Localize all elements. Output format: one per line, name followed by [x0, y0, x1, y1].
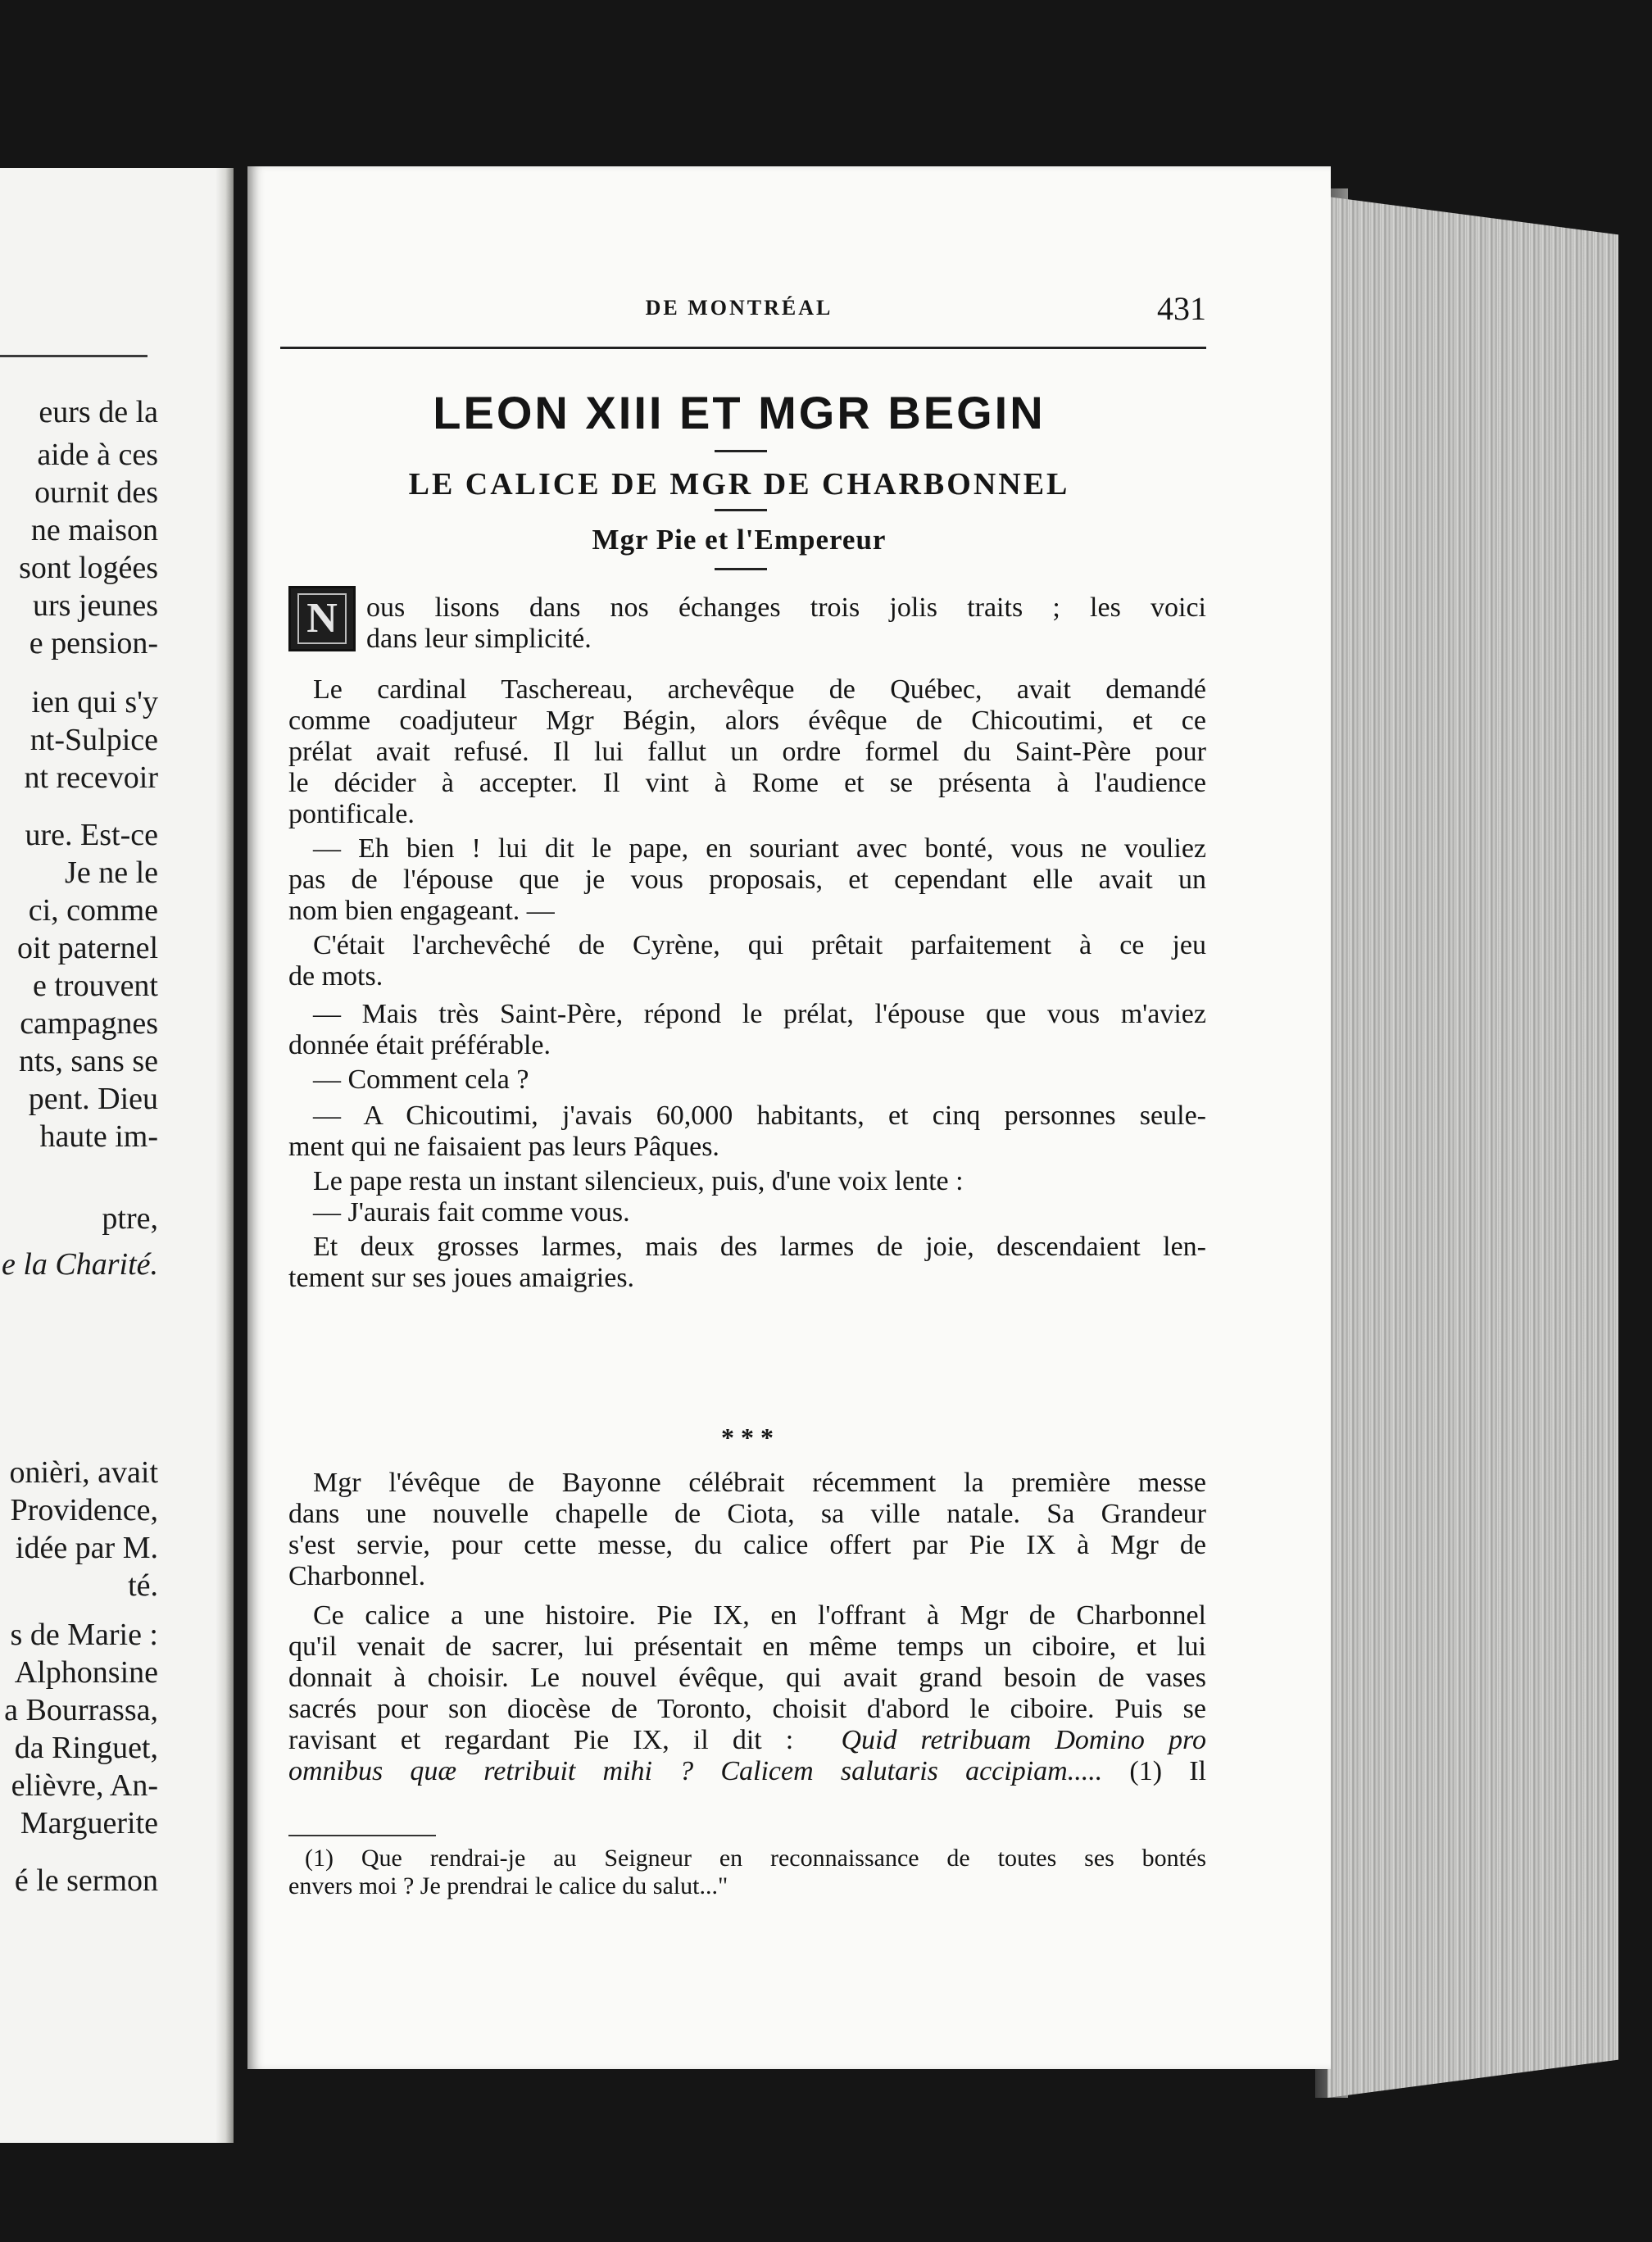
- text-line: pontificale.: [288, 799, 415, 829]
- drop-cap-letter: N: [297, 593, 347, 644]
- section-asterism: * * *: [721, 1423, 774, 1452]
- previous-page: [0, 168, 234, 2143]
- text-line: qu'il venait de sacrer, lui présentait en même temps un ciboire, et lui: [288, 1632, 1206, 1662]
- left-line: campagnes: [20, 1006, 158, 1041]
- running-head: [272, 290, 1206, 329]
- text-line: C'était l'archevêché de Cyrène, qui prêtait parfaitement à ce jeu: [313, 930, 1206, 960]
- footnote-line: envers moi ? Je prendrai le calice du salut...": [288, 1872, 728, 1899]
- left-line: sont logées: [19, 551, 158, 585]
- left-line: é le sermon: [14, 1863, 158, 1898]
- footnote-line: (1) Que rendrai-je au Seigneur en reconnaissance de toutes ses bontés: [305, 1845, 1206, 1872]
- left-line: ptre,: [102, 1201, 158, 1236]
- text-line: donnait à choisir. Le nouvel évêque, qui avait grand besoin de vases: [288, 1663, 1206, 1693]
- left-line: ien qui s'y: [31, 685, 158, 719]
- text-fragment: ravisant et regardant Pie IX, il dit :: [288, 1725, 794, 1755]
- left-line: haute im-: [39, 1119, 158, 1154]
- left-line: Marguerite: [20, 1806, 158, 1840]
- text-line: Le pape resta un instant silencieux, puis, d'une voix lente :: [313, 1166, 964, 1196]
- text-line: ment qui ne faisaient pas leurs Pâques.: [288, 1132, 719, 1162]
- left-line: Providence,: [10, 1493, 158, 1527]
- main-page: [247, 166, 1331, 2069]
- left-line: Je ne le: [65, 856, 158, 890]
- text-line: — Mais très Saint-Père, répond le prélat, l'épouse que vous m'aviez: [313, 999, 1206, 1029]
- text-line: donnée était préférable.: [288, 1030, 551, 1060]
- text-line: s'est servie, pour cette messe, du calice offert par Pie IX à Mgr de: [288, 1530, 1206, 1560]
- text-line: Mgr l'évêque de Bayonne célébrait récemment la première messe: [313, 1468, 1206, 1498]
- text-line: comme coadjuteur Mgr Bégin, alors évêque de Chicoutimi, et ce: [288, 706, 1206, 736]
- text-line: — J'aurais fait comme vous.: [313, 1197, 630, 1228]
- left-page-rule: [0, 355, 148, 357]
- text-line: tement sur ses joues amaigries.: [288, 1263, 635, 1293]
- left-line: da Ringuet,: [14, 1731, 158, 1765]
- left-line: nt recevoir: [24, 760, 158, 795]
- text-line: — Eh bien ! lui dit le pape, en souriant avec bonté, vous ne vouliez: [313, 833, 1206, 864]
- left-line: nts, sans se: [19, 1044, 158, 1078]
- left-line: idée par M.: [15, 1531, 158, 1565]
- left-line: urs jeunes: [32, 588, 158, 623]
- left-line: ure. Est-ce: [25, 818, 158, 852]
- left-line: elièvre, An-: [11, 1768, 158, 1803]
- text-line: Et deux grosses larmes, mais des larmes de joie, descendaient len-: [313, 1232, 1206, 1262]
- left-line: eurs de la: [39, 395, 158, 429]
- text-line: pas de l'épouse que je vous proposais, et cependant elle avait un: [288, 865, 1206, 895]
- text-line: prélat avait refusé. Il lui fallut un ordre formel du Saint-Père pour: [288, 737, 1206, 767]
- latin-quote: omnibus quæ retribuit mihi ? Calicem salutaris accipiam.....: [288, 1756, 1103, 1786]
- article-subsubtitle: Mgr Pie et l'Empereur: [592, 524, 887, 556]
- left-line: e la Charité.: [1, 1247, 158, 1282]
- footnote-reference: (1) Il: [1102, 1756, 1206, 1786]
- left-line: pent. Dieu: [28, 1082, 158, 1116]
- text-line: — A Chicoutimi, j'avais 60,000 habitants, et cinq personnes seule-: [313, 1101, 1206, 1131]
- left-line: té.: [128, 1568, 158, 1603]
- header-rule: [280, 347, 1206, 349]
- text-line: Ce calice a une histoire. Pie IX, en l'offrant à Mgr de Charbonnel: [313, 1600, 1206, 1631]
- title-rule: [715, 450, 767, 452]
- left-line: e trouvent: [32, 969, 158, 1003]
- left-line: oit paternel: [17, 931, 158, 965]
- running-title: DE MONTRÉAL: [645, 296, 833, 320]
- footnote-rule: [288, 1835, 436, 1836]
- text-line: dans une nouvelle chapelle de Ciota, sa ville natale. Sa Grandeur: [288, 1499, 1206, 1529]
- left-line: onièri, avait: [9, 1455, 158, 1490]
- left-line: ournit des: [34, 475, 158, 510]
- text-line-with-latin: [288, 1756, 1206, 1787]
- left-line: a Bourrassa,: [4, 1693, 158, 1727]
- subsubtitle-rule: [715, 568, 767, 570]
- text-line: ous lisons dans nos échanges trois jolis traits ; les voici: [366, 592, 1206, 623]
- text-line: Le cardinal Taschereau, archevêque de Québec, avait demandé: [313, 674, 1206, 705]
- page-number: 431: [1157, 290, 1206, 327]
- left-line: s de Marie :: [10, 1618, 158, 1652]
- left-line: aide à ces: [37, 438, 158, 472]
- left-line: ci, comme: [28, 893, 158, 928]
- article-title: LEON XIII ET MGR BEGIN: [433, 387, 1046, 438]
- latin-quote: Quid retribuam Domino pro: [841, 1725, 1207, 1755]
- subtitle-rule: [715, 509, 767, 511]
- text-line: — Comment cela ?: [313, 1064, 529, 1095]
- text-line-with-latin: [288, 1725, 1206, 1756]
- gutter-shadow: [216, 168, 234, 2143]
- left-line: nt-Sulpice: [30, 723, 158, 757]
- text-line: nom bien engageant. —: [288, 896, 555, 926]
- left-line: ne maison: [30, 513, 158, 547]
- drop-cap-initial: [288, 586, 356, 651]
- text-line: sacrés pour son diocèse de Toronto, choisit d'abord le ciboire. Puis se: [288, 1694, 1206, 1724]
- left-line: Alphonsine: [14, 1655, 158, 1690]
- text-line: le décider à accepter. Il vint à Rome et se présenta à l'audience: [288, 768, 1206, 798]
- text-line: de mots.: [288, 961, 384, 992]
- text-line: Charbonnel.: [288, 1561, 426, 1591]
- article-subtitle: LE CALICE DE MGR DE CHARBONNEL: [408, 467, 1070, 502]
- left-line: e pension-: [29, 626, 158, 660]
- text-line: dans leur simplicité.: [366, 624, 592, 654]
- book-page-edges: [1328, 197, 1618, 2098]
